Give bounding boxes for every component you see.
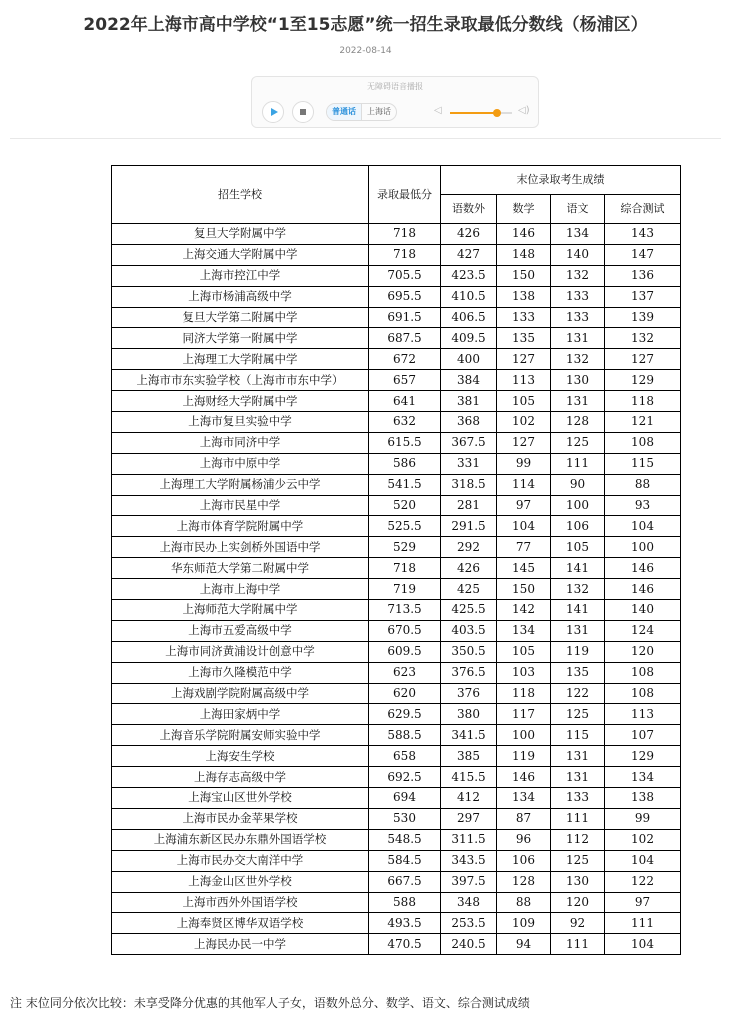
chinese-math-english-score: 240.5 [441, 934, 497, 955]
chinese-score: 141 [551, 600, 605, 621]
math-score: 104 [497, 516, 551, 537]
chinese-score: 122 [551, 683, 605, 704]
comprehensive-score: 113 [605, 704, 681, 725]
table-row [112, 871, 681, 892]
comprehensive-score: 111 [605, 913, 681, 934]
min-score: 695.5 [369, 286, 441, 307]
chinese-math-english-score: 427 [441, 244, 497, 265]
school-name: 上海奉贤区博华双语学校 [112, 913, 369, 934]
school-name: 上海市复旦实验中学 [112, 412, 369, 433]
min-score: 657 [369, 370, 441, 391]
chinese-score: 111 [551, 453, 605, 474]
comprehensive-score: 139 [605, 307, 681, 328]
table-row [112, 265, 681, 286]
math-score: 113 [497, 370, 551, 391]
min-score: 530 [369, 808, 441, 829]
table-row [112, 412, 681, 433]
chinese-score: 106 [551, 516, 605, 537]
chinese-score: 130 [551, 871, 605, 892]
chinese-math-english-score: 341.5 [441, 725, 497, 746]
math-score: 77 [497, 537, 551, 558]
min-score: 670.5 [369, 620, 441, 641]
school-name: 上海浦东新区民办东鼎外国语学校 [112, 829, 369, 850]
school-name: 上海财经大学附属中学 [112, 391, 369, 412]
school-name: 复旦大学第二附属中学 [112, 307, 369, 328]
chinese-score: 120 [551, 892, 605, 913]
min-score: 520 [369, 495, 441, 516]
math-score: 109 [497, 913, 551, 934]
min-score: 548.5 [369, 829, 441, 850]
comprehensive-score: 147 [605, 244, 681, 265]
math-score: 127 [497, 349, 551, 370]
min-score: 629.5 [369, 704, 441, 725]
table-row [112, 600, 681, 621]
table-row [112, 286, 681, 307]
math-score: 117 [497, 704, 551, 725]
min-score: 632 [369, 412, 441, 433]
header-math: 数学 [497, 195, 551, 224]
math-score: 134 [497, 788, 551, 809]
volume-high-icon[interactable]: ◁) [518, 105, 530, 116]
math-score: 87 [497, 808, 551, 829]
school-name: 上海市民办上实剑桥外国语中学 [112, 537, 369, 558]
chinese-score: 105 [551, 537, 605, 558]
chinese-math-english-score: 318.5 [441, 474, 497, 495]
school-name: 上海市市东实验学校（上海市市东中学） [112, 370, 369, 391]
table-row [112, 244, 681, 265]
chinese-math-english-score: 380 [441, 704, 497, 725]
school-name: 上海市控江中学 [112, 265, 369, 286]
comprehensive-score: 137 [605, 286, 681, 307]
table-row [112, 474, 681, 495]
math-score: 88 [497, 892, 551, 913]
header-chinese: 语文 [551, 195, 605, 224]
chinese-math-english-score: 425.5 [441, 600, 497, 621]
comprehensive-score: 108 [605, 662, 681, 683]
play-icon [271, 108, 278, 116]
chinese-math-english-score: 400 [441, 349, 497, 370]
language-toggle [326, 103, 397, 121]
stop-button[interactable] [292, 101, 314, 123]
table-row [112, 224, 681, 245]
chinese-score: 131 [551, 746, 605, 767]
math-score: 142 [497, 600, 551, 621]
chinese-score: 132 [551, 349, 605, 370]
chinese-score: 141 [551, 558, 605, 579]
school-name: 上海市久隆模范中学 [112, 662, 369, 683]
school-name: 上海市同济中学 [112, 432, 369, 453]
comprehensive-score: 146 [605, 579, 681, 600]
math-score: 97 [497, 495, 551, 516]
chinese-math-english-score: 409.5 [441, 328, 497, 349]
school-name: 上海市民星中学 [112, 495, 369, 516]
table-row [112, 892, 681, 913]
math-score: 127 [497, 432, 551, 453]
chinese-score: 100 [551, 495, 605, 516]
table-row [112, 537, 681, 558]
table-row [112, 725, 681, 746]
chinese-score: 131 [551, 328, 605, 349]
chinese-score: 125 [551, 850, 605, 871]
chinese-math-english-score: 384 [441, 370, 497, 391]
chinese-math-english-score: 426 [441, 558, 497, 579]
chinese-score: 133 [551, 307, 605, 328]
chinese-math-english-score: 376 [441, 683, 497, 704]
min-score: 658 [369, 746, 441, 767]
header-min-score: 录取最低分 [369, 166, 441, 224]
chinese-math-english-score: 367.5 [441, 432, 497, 453]
table-row [112, 620, 681, 641]
min-score: 694 [369, 788, 441, 809]
comprehensive-score: 104 [605, 934, 681, 955]
min-score: 588 [369, 892, 441, 913]
comprehensive-score: 132 [605, 328, 681, 349]
comprehensive-score: 138 [605, 788, 681, 809]
chinese-score: 132 [551, 265, 605, 286]
chinese-math-english-score: 331 [441, 453, 497, 474]
school-name: 上海音乐学院附属安师实验中学 [112, 725, 369, 746]
school-name: 上海市中原中学 [112, 453, 369, 474]
math-score: 135 [497, 328, 551, 349]
table-row [112, 579, 681, 600]
chinese-score: 135 [551, 662, 605, 683]
comprehensive-score: 134 [605, 767, 681, 788]
volume-slider[interactable] [450, 112, 512, 114]
min-score: 687.5 [369, 328, 441, 349]
math-score: 134 [497, 620, 551, 641]
school-name: 上海宝山区世外学校 [112, 788, 369, 809]
comprehensive-score: 129 [605, 746, 681, 767]
chinese-math-english-score: 281 [441, 495, 497, 516]
table-header-row [112, 166, 681, 195]
chinese-score: 125 [551, 432, 605, 453]
comprehensive-score: 121 [605, 412, 681, 433]
comprehensive-score: 107 [605, 725, 681, 746]
chinese-math-english-score: 368 [441, 412, 497, 433]
min-score: 529 [369, 537, 441, 558]
comprehensive-score: 104 [605, 850, 681, 871]
comprehensive-score: 97 [605, 892, 681, 913]
school-name: 上海市民办交大南洋中学 [112, 850, 369, 871]
min-score: 586 [369, 453, 441, 474]
chinese-score: 130 [551, 370, 605, 391]
school-name: 上海民办民一中学 [112, 934, 369, 955]
table-row [112, 516, 681, 537]
article-title: 2022年上海市高中学校“1至15志愿”统一招生录取最低分数线（杨浦区） [83, 15, 648, 35]
chinese-math-english-score: 350.5 [441, 641, 497, 662]
volume-low-icon[interactable]: ◁ [434, 105, 442, 116]
table-row [112, 746, 681, 767]
chinese-math-english-score: 311.5 [441, 829, 497, 850]
min-score: 620 [369, 683, 441, 704]
min-score: 719 [369, 579, 441, 600]
chinese-math-english-score: 376.5 [441, 662, 497, 683]
min-score: 713.5 [369, 600, 441, 621]
math-score: 138 [497, 286, 551, 307]
min-score: 692.5 [369, 767, 441, 788]
comprehensive-score: 129 [605, 370, 681, 391]
header-chinese-math-english: 语数外 [441, 195, 497, 224]
chinese-score: 111 [551, 808, 605, 829]
comprehensive-score: 127 [605, 349, 681, 370]
chinese-math-english-score: 348 [441, 892, 497, 913]
school-name: 上海金山区世外学校 [112, 871, 369, 892]
min-score: 609.5 [369, 641, 441, 662]
min-score: 718 [369, 244, 441, 265]
chinese-math-english-score: 412 [441, 788, 497, 809]
school-name: 上海理工大学附属中学 [112, 349, 369, 370]
chinese-math-english-score: 423.5 [441, 265, 497, 286]
player-caption: 无障碍语音播报 [367, 82, 423, 91]
divider [10, 138, 721, 139]
chinese-score: 111 [551, 934, 605, 955]
math-score: 148 [497, 244, 551, 265]
chinese-math-english-score: 292 [441, 537, 497, 558]
table-row [112, 307, 681, 328]
school-name: 上海市上海中学 [112, 579, 369, 600]
chinese-math-english-score: 253.5 [441, 913, 497, 934]
min-score: 718 [369, 224, 441, 245]
header-comprehensive: 综合测试 [605, 195, 681, 224]
table-row [112, 391, 681, 412]
comprehensive-score: 104 [605, 516, 681, 537]
school-name: 同济大学第一附属中学 [112, 328, 369, 349]
comprehensive-score: 122 [605, 871, 681, 892]
chinese-math-english-score: 397.5 [441, 871, 497, 892]
school-name: 上海戏剧学院附属高级中学 [112, 683, 369, 704]
school-name: 上海市民办金苹果学校 [112, 808, 369, 829]
comprehensive-score: 100 [605, 537, 681, 558]
table-row [112, 829, 681, 850]
math-score: 105 [497, 391, 551, 412]
chinese-math-english-score: 410.5 [441, 286, 497, 307]
min-score: 541.5 [369, 474, 441, 495]
chinese-score: 92 [551, 913, 605, 934]
chinese-math-english-score: 406.5 [441, 307, 497, 328]
chinese-score: 132 [551, 579, 605, 600]
min-score: 615.5 [369, 432, 441, 453]
table-row [112, 370, 681, 391]
school-name: 上海市西外外国语学校 [112, 892, 369, 913]
table-row [112, 808, 681, 829]
table-row [112, 767, 681, 788]
table-row [112, 432, 681, 453]
chinese-math-english-score: 403.5 [441, 620, 497, 641]
min-score: 623 [369, 662, 441, 683]
min-score: 691.5 [369, 307, 441, 328]
chinese-score: 125 [551, 704, 605, 725]
math-score: 100 [497, 725, 551, 746]
chinese-score: 140 [551, 244, 605, 265]
school-name: 华东师范大学第二附属中学 [112, 558, 369, 579]
math-score: 103 [497, 662, 551, 683]
footnote: 注 末位同分依次比较：未享受降分优惠的其他军人子女，语数外总分、数学、语文、综合测试成绩 [10, 996, 530, 1010]
min-score: 493.5 [369, 913, 441, 934]
math-score: 146 [497, 224, 551, 245]
math-score: 96 [497, 829, 551, 850]
table-row [112, 558, 681, 579]
chinese-score: 115 [551, 725, 605, 746]
audio-player [251, 76, 539, 128]
table-row [112, 453, 681, 474]
chinese-math-english-score: 415.5 [441, 767, 497, 788]
min-score: 641 [369, 391, 441, 412]
school-name: 上海安生学校 [112, 746, 369, 767]
header-last-admitted: 末位录取考生成绩 [441, 166, 681, 195]
min-score: 705.5 [369, 265, 441, 286]
comprehensive-score: 136 [605, 265, 681, 286]
min-score: 588.5 [369, 725, 441, 746]
school-name: 上海田家炳中学 [112, 704, 369, 725]
math-score: 118 [497, 683, 551, 704]
school-name: 上海师范大学附属中学 [112, 600, 369, 621]
math-score: 145 [497, 558, 551, 579]
chinese-math-english-score: 385 [441, 746, 497, 767]
school-name: 上海存志高级中学 [112, 767, 369, 788]
chinese-score: 131 [551, 767, 605, 788]
volume-handle[interactable] [493, 109, 501, 117]
chinese-score: 131 [551, 620, 605, 641]
chinese-score: 133 [551, 286, 605, 307]
math-score: 150 [497, 265, 551, 286]
math-score: 146 [497, 767, 551, 788]
chinese-math-english-score: 291.5 [441, 516, 497, 537]
chinese-math-english-score: 381 [441, 391, 497, 412]
math-score: 133 [497, 307, 551, 328]
score-table [111, 165, 681, 955]
min-score: 718 [369, 558, 441, 579]
comprehensive-score: 88 [605, 474, 681, 495]
header-school: 招生学校 [112, 166, 369, 224]
stop-icon [300, 109, 306, 115]
min-score: 667.5 [369, 871, 441, 892]
math-score: 94 [497, 934, 551, 955]
math-score: 114 [497, 474, 551, 495]
math-score: 102 [497, 412, 551, 433]
table-row [112, 934, 681, 955]
table-row [112, 349, 681, 370]
table-row [112, 328, 681, 349]
math-score: 99 [497, 453, 551, 474]
comprehensive-score: 118 [605, 391, 681, 412]
chinese-score: 134 [551, 224, 605, 245]
chinese-score: 131 [551, 391, 605, 412]
min-score: 584.5 [369, 850, 441, 871]
math-score: 119 [497, 746, 551, 767]
comprehensive-score: 102 [605, 829, 681, 850]
chinese-score: 119 [551, 641, 605, 662]
comprehensive-score: 115 [605, 453, 681, 474]
chinese-score: 112 [551, 829, 605, 850]
table-row [112, 662, 681, 683]
volume-fill [450, 112, 497, 114]
math-score: 105 [497, 641, 551, 662]
school-name: 上海市五爱高级中学 [112, 620, 369, 641]
table-row [112, 913, 681, 934]
math-score: 150 [497, 579, 551, 600]
table-row [112, 641, 681, 662]
play-button[interactable] [262, 101, 284, 123]
math-score: 106 [497, 850, 551, 871]
min-score: 470.5 [369, 934, 441, 955]
math-score: 128 [497, 871, 551, 892]
table-row [112, 495, 681, 516]
table-row [112, 850, 681, 871]
comprehensive-score: 108 [605, 683, 681, 704]
table-row [112, 788, 681, 809]
comprehensive-score: 99 [605, 808, 681, 829]
table-row [112, 683, 681, 704]
min-score: 672 [369, 349, 441, 370]
publish-date: 2022-08-14 [339, 46, 392, 56]
chinese-score: 133 [551, 788, 605, 809]
chinese-score: 128 [551, 412, 605, 433]
lang-shanghainese-button[interactable]: 上海话 [361, 104, 396, 120]
comprehensive-score: 140 [605, 600, 681, 621]
comprehensive-score: 143 [605, 224, 681, 245]
chinese-math-english-score: 426 [441, 224, 497, 245]
min-score: 525.5 [369, 516, 441, 537]
school-name: 上海市同济黄浦设计创意中学 [112, 641, 369, 662]
comprehensive-score: 124 [605, 620, 681, 641]
school-name: 上海市体育学院附属中学 [112, 516, 369, 537]
table-row [112, 704, 681, 725]
school-name: 复旦大学附属中学 [112, 224, 369, 245]
comprehensive-score: 120 [605, 641, 681, 662]
comprehensive-score: 146 [605, 558, 681, 579]
school-name: 上海交通大学附属中学 [112, 244, 369, 265]
chinese-math-english-score: 297 [441, 808, 497, 829]
school-name: 上海理工大学附属杨浦少云中学 [112, 474, 369, 495]
chinese-math-english-score: 425 [441, 579, 497, 600]
comprehensive-score: 93 [605, 495, 681, 516]
comprehensive-score: 108 [605, 432, 681, 453]
chinese-score: 90 [551, 474, 605, 495]
lang-mandarin-button[interactable]: 普通话 [327, 104, 361, 120]
school-name: 上海市杨浦高级中学 [112, 286, 369, 307]
chinese-math-english-score: 343.5 [441, 850, 497, 871]
